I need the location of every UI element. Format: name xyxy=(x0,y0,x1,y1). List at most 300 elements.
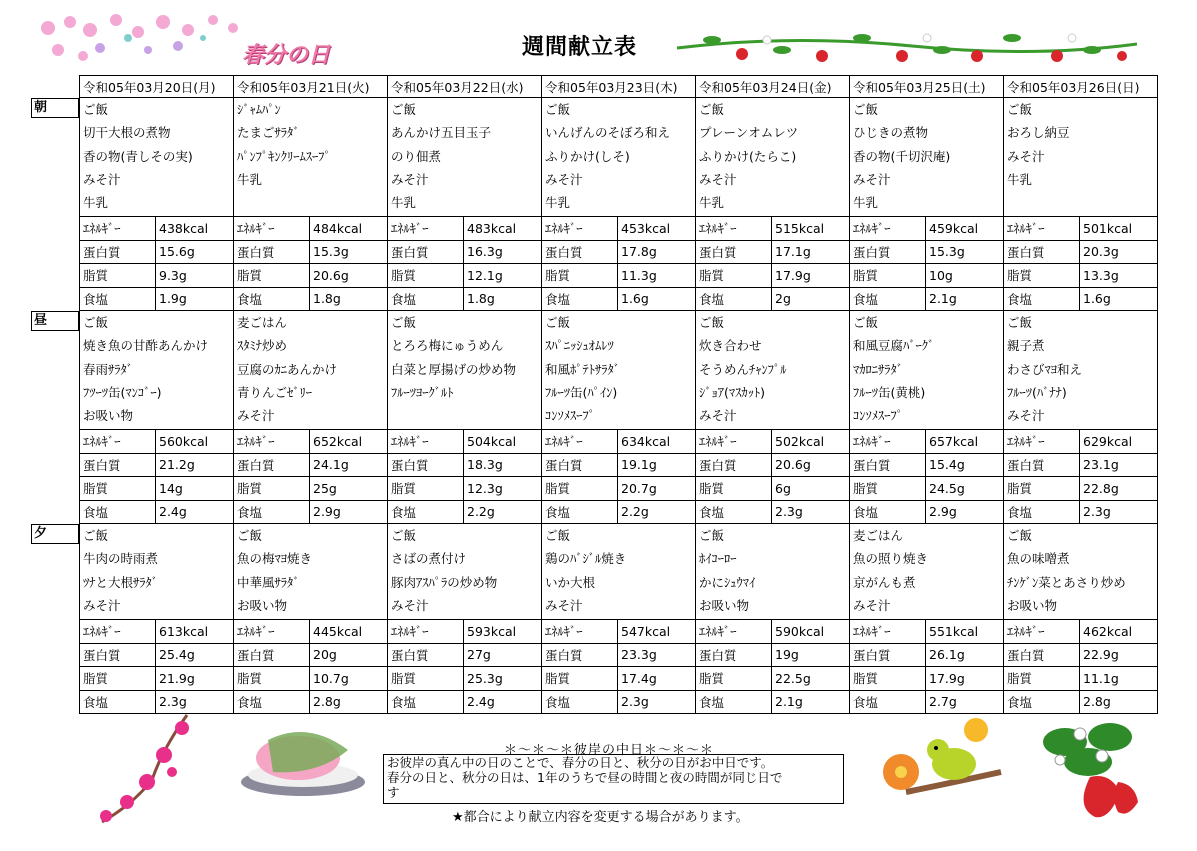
notice-box xyxy=(383,754,844,804)
menu-item: お吸い物 xyxy=(699,597,750,613)
nutrient-label: 脂質 xyxy=(542,264,618,288)
nutrient-value: 459kcal xyxy=(926,217,1004,241)
menu-items-cell xyxy=(80,311,234,430)
nutrient-label: 食塩 xyxy=(696,500,772,524)
menu-item: 魚の梅ﾏﾖ焼き xyxy=(237,551,313,567)
meal-label xyxy=(28,524,80,714)
menu-items-cell xyxy=(542,311,696,430)
menu-item: みそ汁 xyxy=(853,597,891,613)
menu-item: あんかけ五目玉子 xyxy=(391,125,492,141)
menu-item: ｼﾞｮｱ(ﾏｽｶｯﾄ) xyxy=(699,384,766,400)
menu-item: ご飯 xyxy=(83,528,109,543)
menu-item: さばの煮付け xyxy=(391,551,467,567)
nutrient-value: 14g xyxy=(156,477,234,501)
strawberry-plant-icon xyxy=(1030,712,1145,822)
nutrient-value: 22.8g xyxy=(1080,477,1158,501)
nutrient-label: 食塩 xyxy=(542,690,618,714)
weekly-menu-table xyxy=(28,75,1158,714)
nutrient-value: 2.2g xyxy=(618,500,696,524)
menu-items-cell xyxy=(850,311,1004,430)
nutrient-value: 11.3g xyxy=(618,264,696,288)
menu-item: ﾎｲｺｰﾛｰ xyxy=(699,551,737,567)
nutrient-value: 25.3g xyxy=(464,667,542,691)
nutrient-label: 蛋白質 xyxy=(1004,453,1080,477)
date-header: 令和05年03月23日(木) xyxy=(542,76,696,98)
nutrient-label: 蛋白質 xyxy=(542,643,618,667)
nutrient-value: 20g xyxy=(310,643,388,667)
spring-equinox-label: 春分の日 xyxy=(242,42,331,68)
menu-item: みそ汁 xyxy=(1007,148,1045,164)
nutrient-value: 12.1g xyxy=(464,264,542,288)
nutrient-label: 蛋白質 xyxy=(542,240,618,264)
meal-label-text: 昼 xyxy=(31,311,79,331)
meal-label xyxy=(28,98,80,311)
nutrient-label: ｴﾈﾙｷﾞｰ xyxy=(850,217,926,241)
nutrient-value: 484kcal xyxy=(310,217,388,241)
nutrient-value: 20.3g xyxy=(1080,240,1158,264)
nutrient-label: 食塩 xyxy=(850,690,926,714)
menu-item: のり佃煮 xyxy=(391,148,442,164)
menu-items-cell xyxy=(388,311,542,430)
menu-item: みそ汁 xyxy=(391,597,429,613)
nutrient-label: 蛋白質 xyxy=(696,643,772,667)
nutrient-label: 蛋白質 xyxy=(80,240,156,264)
menu-item: ご飯 xyxy=(699,102,725,117)
meal-label xyxy=(28,311,80,524)
menu-item: ﾌﾙｰﾂﾖｰｸﾞﾙﾄ xyxy=(391,384,454,400)
flower-corner-icon xyxy=(28,8,248,70)
nutrient-value: 15.3g xyxy=(926,240,1004,264)
nutrient-label: 食塩 xyxy=(850,287,926,311)
menu-item: 香の物(千切沢庵) xyxy=(853,148,951,164)
nutrient-label: 蛋白質 xyxy=(388,240,464,264)
menu-items-cell xyxy=(1004,98,1158,217)
menu-item: ﾌﾙｰﾂ缶(黄桃) xyxy=(853,384,926,400)
nutrient-label: 脂質 xyxy=(1004,667,1080,691)
nutrient-label: ｴﾈﾙｷﾞｰ xyxy=(1004,620,1080,644)
menu-item: お吸い物 xyxy=(1007,597,1058,613)
menu-item: 香の物(青しその実) xyxy=(83,148,193,164)
nutrient-value: 10.7g xyxy=(310,667,388,691)
nutrient-label: ｴﾈﾙｷﾞｰ xyxy=(542,430,618,454)
nutrient-label: 蛋白質 xyxy=(234,453,310,477)
nutrient-label: 蛋白質 xyxy=(80,643,156,667)
nutrient-value: 26.1g xyxy=(926,643,1004,667)
menu-item: ご飯 xyxy=(853,315,879,330)
menu-item: ご飯 xyxy=(1007,102,1033,117)
menu-item: ご飯 xyxy=(391,528,417,543)
menu-item: ｼﾞｬﾑﾊﾟﾝ xyxy=(237,102,281,117)
menu-item: 牛乳 xyxy=(83,195,109,211)
nutrient-value: 18.3g xyxy=(464,453,542,477)
menu-item: ﾌﾙｰﾂ缶(ﾊﾟｲﾝ) xyxy=(545,384,618,400)
nutrient-label: 蛋白質 xyxy=(542,453,618,477)
nutrient-label: 脂質 xyxy=(696,477,772,501)
nutrient-value: 515kcal xyxy=(772,217,850,241)
nutrient-label: 蛋白質 xyxy=(234,643,310,667)
nutrient-value: 590kcal xyxy=(772,620,850,644)
nutrient-label: 食塩 xyxy=(80,287,156,311)
nutrient-label: 食塩 xyxy=(1004,500,1080,524)
nutrient-value: 19g xyxy=(772,643,850,667)
menu-items-cell xyxy=(1004,524,1158,620)
menu-item: ﾌﾂｰﾂ缶(ﾏﾝｺﾞｰ) xyxy=(83,384,162,400)
plum-blossom-icon xyxy=(92,710,202,830)
nutrient-label: ｴﾈﾙｷﾞｰ xyxy=(388,430,464,454)
nutrient-label: ｴﾈﾙｷﾞｰ xyxy=(234,430,310,454)
nutrient-label: 脂質 xyxy=(542,667,618,691)
nutrient-label: ｴﾈﾙｷﾞｰ xyxy=(388,620,464,644)
nutrient-label: 食塩 xyxy=(80,500,156,524)
nutrient-label: ｴﾈﾙｷﾞｰ xyxy=(850,620,926,644)
menu-item: 牛乳 xyxy=(391,195,417,211)
page-title: 週間献立表 xyxy=(522,35,638,60)
menu-items-cell xyxy=(388,98,542,217)
menu-item: ご飯 xyxy=(545,315,571,330)
menu-item: ｽﾀﾐﾅ炒め xyxy=(237,338,288,354)
menu-item: みそ汁 xyxy=(545,597,583,613)
menu-item: 切干大根の煮物 xyxy=(83,125,171,141)
nutrient-value: 17.8g xyxy=(618,240,696,264)
nutrient-value: 24.1g xyxy=(310,453,388,477)
menu-item: お吸い物 xyxy=(237,597,288,613)
menu-item: 牛乳 xyxy=(699,195,725,211)
menu-item: 牛肉の時雨煮 xyxy=(83,551,159,567)
menu-item: ご飯 xyxy=(1007,315,1033,330)
notice-line: す xyxy=(387,785,400,800)
menu-items-cell xyxy=(1004,311,1158,430)
menu-item: ご飯 xyxy=(853,102,879,117)
nutrient-value: 2.7g xyxy=(926,690,1004,714)
nutrient-label: 脂質 xyxy=(388,477,464,501)
menu-item xyxy=(391,404,541,427)
nutrient-value: 1.8g xyxy=(464,287,542,311)
nutrient-value: 502kcal xyxy=(772,430,850,454)
menu-item: ひじきの煮物 xyxy=(853,125,929,141)
nutrient-label: ｴﾈﾙｷﾞｰ xyxy=(696,620,772,644)
nutrient-value: 1.9g xyxy=(156,287,234,311)
strawberry-vine-icon xyxy=(672,26,1142,66)
nutrient-value: 2g xyxy=(772,287,850,311)
nutrient-label: 蛋白質 xyxy=(234,240,310,264)
nutrient-value: 15.3g xyxy=(310,240,388,264)
notice-line: 春分の日と、秋分の日は、1年のうちで昼の時間と夜の時間が同じ日で xyxy=(387,770,783,785)
sakura-mochi-icon xyxy=(238,720,368,800)
meal-label-text: 夕 xyxy=(31,524,79,544)
nutrient-label: 脂質 xyxy=(696,264,772,288)
nutrient-label: 食塩 xyxy=(80,690,156,714)
menu-item: ﾂﾅと大根ｻﾗﾀﾞ xyxy=(83,574,159,590)
menu-items-cell xyxy=(696,98,850,217)
nutrient-value: 22.5g xyxy=(772,667,850,691)
menu-item: みそ汁 xyxy=(853,171,891,187)
nutrient-value: 2.4g xyxy=(156,500,234,524)
menu-item: ご飯 xyxy=(545,528,571,543)
menu-item: ｽﾊﾟﾆｯｼｭｵﾑﾚﾂ xyxy=(545,338,614,354)
menu-item: ご飯 xyxy=(699,528,725,543)
nutrient-value: 2.4g xyxy=(464,690,542,714)
menu-item: ｺﾝｿﾒｽｰﾌﾟ xyxy=(853,408,904,424)
menu-item: たまごｻﾗﾀﾞ xyxy=(237,125,300,141)
nutrient-label: 脂質 xyxy=(1004,477,1080,501)
menu-item: 魚の味噌煮 xyxy=(1007,551,1070,567)
nutrient-value: 17.4g xyxy=(618,667,696,691)
menu-item: わさびﾏﾖ和え xyxy=(1007,361,1083,377)
menu-item: 麦ごはん xyxy=(237,315,288,330)
nutrient-label: 脂質 xyxy=(1004,264,1080,288)
nutrient-value: 657kcal xyxy=(926,430,1004,454)
menu-items-cell xyxy=(542,524,696,620)
nutrient-value: 17.9g xyxy=(772,264,850,288)
menu-items-cell xyxy=(388,524,542,620)
nutrient-label: 蛋白質 xyxy=(1004,240,1080,264)
meal-label-text: 朝 xyxy=(31,98,79,118)
nutrient-value: 652kcal xyxy=(310,430,388,454)
menu-items-cell xyxy=(234,524,388,620)
menu-item: 鶏のﾊﾞｼﾞﾙ焼き xyxy=(545,551,627,567)
nutrient-label: 食塩 xyxy=(850,500,926,524)
date-header: 令和05年03月20日(月) xyxy=(80,76,234,98)
nutrient-value: 11.1g xyxy=(1080,667,1158,691)
menu-item: ふりかけ(たらこ) xyxy=(699,148,797,164)
nutrient-label: 食塩 xyxy=(234,500,310,524)
nutrient-label: 脂質 xyxy=(234,667,310,691)
menu-items-cell xyxy=(234,311,388,430)
nutrient-label: ｴﾈﾙｷﾞｰ xyxy=(696,217,772,241)
nutrient-label: 蛋白質 xyxy=(80,453,156,477)
menu-item: かにｼｭｳﾏｲ xyxy=(699,574,756,590)
nutrient-label: 脂質 xyxy=(80,477,156,501)
nutrient-label: ｴﾈﾙｷﾞｰ xyxy=(234,620,310,644)
nutrient-label: 蛋白質 xyxy=(850,453,926,477)
menu-item: ﾊﾟﾝﾌﾟｷﾝｸﾘｰﾑｽｰﾌﾟ xyxy=(237,148,331,164)
nutrient-label: ｴﾈﾙｷﾞｰ xyxy=(234,217,310,241)
nutrient-label: ｴﾈﾙｷﾞｰ xyxy=(1004,217,1080,241)
nutrient-value: 17.1g xyxy=(772,240,850,264)
nutrient-value: 547kcal xyxy=(618,620,696,644)
nutrient-label: 脂質 xyxy=(234,264,310,288)
menu-items-cell xyxy=(850,98,1004,217)
menu-item: 豚肉ｱｽﾊﾟﾗの炒め物 xyxy=(391,574,498,590)
menu-item: お吸い物 xyxy=(83,408,134,424)
menu-items-cell xyxy=(80,98,234,217)
nutrient-value: 15.6g xyxy=(156,240,234,264)
nutrient-value: 2.9g xyxy=(926,500,1004,524)
nutrient-label: ｴﾈﾙｷﾞｰ xyxy=(80,217,156,241)
nutrient-value: 20.7g xyxy=(618,477,696,501)
nutrient-label: 蛋白質 xyxy=(696,240,772,264)
menu-item: いんげんのそぼろ和え xyxy=(545,125,671,141)
nutrient-label: 食塩 xyxy=(388,287,464,311)
menu-item: おろし納豆 xyxy=(1007,125,1070,141)
nutrient-label: 蛋白質 xyxy=(388,643,464,667)
nutrient-label: 蛋白質 xyxy=(1004,643,1080,667)
nutrient-label: 食塩 xyxy=(696,287,772,311)
nutrient-value: 551kcal xyxy=(926,620,1004,644)
nutrient-value: 9.3g xyxy=(156,264,234,288)
nutrient-label: 食塩 xyxy=(1004,690,1080,714)
nutrient-label: 脂質 xyxy=(234,477,310,501)
nutrient-value: 22.9g xyxy=(1080,643,1158,667)
nutrient-label: ｴﾈﾙｷﾞｰ xyxy=(80,620,156,644)
menu-items-cell xyxy=(696,524,850,620)
menu-item: 牛乳 xyxy=(545,195,571,211)
menu-item: ふりかけ(しそ) xyxy=(545,148,630,164)
nutrient-value: 25g xyxy=(310,477,388,501)
menu-item: ご飯 xyxy=(391,102,417,117)
nutrient-value: 20.6g xyxy=(772,453,850,477)
nutrient-label: ｴﾈﾙｷﾞｰ xyxy=(542,620,618,644)
nutrient-label: 食塩 xyxy=(388,690,464,714)
nutrient-value: 2.3g xyxy=(772,500,850,524)
nutrient-label: 脂質 xyxy=(80,264,156,288)
nutrient-label: 脂質 xyxy=(80,667,156,691)
menu-item: みそ汁 xyxy=(83,597,121,613)
nutrient-value: 2.3g xyxy=(156,690,234,714)
nutrient-value: 2.9g xyxy=(310,500,388,524)
nutrient-value: 23.3g xyxy=(618,643,696,667)
nutrient-label: 食塩 xyxy=(1004,287,1080,311)
nutrient-value: 2.3g xyxy=(618,690,696,714)
nutrient-value: 1.6g xyxy=(618,287,696,311)
date-header: 令和05年03月24日(金) xyxy=(696,76,850,98)
menu-items-cell xyxy=(696,311,850,430)
nutrient-value: 445kcal xyxy=(310,620,388,644)
nutrient-value: 2.8g xyxy=(310,690,388,714)
notice-line: お彼岸の真ん中の日のことで、春分の日と、秋分の日がお中日です。 xyxy=(387,755,774,770)
nutrient-value: 17.9g xyxy=(926,667,1004,691)
menu-item: 焼き魚の甘酢あんかけ xyxy=(83,338,209,354)
menu-item xyxy=(237,191,387,214)
corner-cell xyxy=(28,76,80,98)
nutrient-label: 脂質 xyxy=(388,667,464,691)
nutrient-value: 13.3g xyxy=(1080,264,1158,288)
nutrient-value: 2.2g xyxy=(464,500,542,524)
menu-item: ご飯 xyxy=(237,528,263,543)
nutrient-label: ｴﾈﾙｷﾞｰ xyxy=(80,430,156,454)
nutrient-label: 脂質 xyxy=(850,264,926,288)
nutrient-value: 20.6g xyxy=(310,264,388,288)
bird-branch-icon xyxy=(876,712,1006,802)
nutrient-value: 1.6g xyxy=(1080,287,1158,311)
nutrient-value: 12.3g xyxy=(464,477,542,501)
menu-item xyxy=(1007,191,1157,214)
nutrient-value: 453kcal xyxy=(618,217,696,241)
nutrient-label: 脂質 xyxy=(850,477,926,501)
nutrient-label: 蛋白質 xyxy=(850,240,926,264)
nutrient-value: 629kcal xyxy=(1080,430,1158,454)
nutrient-value: 2.1g xyxy=(926,287,1004,311)
menu-item: みそ汁 xyxy=(83,171,121,187)
nutrient-value: 501kcal xyxy=(1080,217,1158,241)
nutrient-value: 25.4g xyxy=(156,643,234,667)
menu-item: みそ汁 xyxy=(237,408,275,424)
menu-item: みそ汁 xyxy=(699,408,737,424)
nutrient-label: 蛋白質 xyxy=(696,453,772,477)
menu-item: ﾏｶﾛﾆｻﾗﾀﾞ xyxy=(853,361,904,377)
nutrient-value: 438kcal xyxy=(156,217,234,241)
menu-item: みそ汁 xyxy=(1007,408,1045,424)
nutrient-value: 6g xyxy=(772,477,850,501)
nutrient-label: 蛋白質 xyxy=(388,453,464,477)
date-header: 令和05年03月22日(水) xyxy=(388,76,542,98)
menu-item: みそ汁 xyxy=(545,171,583,187)
menu-item: ご飯 xyxy=(545,102,571,117)
nutrient-label: 脂質 xyxy=(388,264,464,288)
menu-item: いか大根 xyxy=(545,574,596,590)
nutrient-label: 脂質 xyxy=(696,667,772,691)
notice-footer: ★都合により献立内容を変更する場合があります。 xyxy=(452,810,749,825)
menu-item: 牛乳 xyxy=(237,171,263,187)
nutrient-value: 1.8g xyxy=(310,287,388,311)
nutrient-label: ｴﾈﾙｷﾞｰ xyxy=(850,430,926,454)
nutrient-value: 2.3g xyxy=(1080,500,1158,524)
menu-item: 中華風ｻﾗﾀﾞ xyxy=(237,574,300,590)
menu-item: ご飯 xyxy=(83,102,109,117)
nutrient-label: 食塩 xyxy=(388,500,464,524)
nutrient-value: 15.4g xyxy=(926,453,1004,477)
nutrient-value: 24.5g xyxy=(926,477,1004,501)
nutrient-label: ｴﾈﾙｷﾞｰ xyxy=(696,430,772,454)
menu-item: 京がんも煮 xyxy=(853,574,916,590)
menu-item: ﾁﾝｹﾞﾝ菜とあさり炒め xyxy=(1007,574,1126,590)
nutrient-value: 19.1g xyxy=(618,453,696,477)
nutrient-label: 食塩 xyxy=(542,500,618,524)
nutrient-value: 634kcal xyxy=(618,430,696,454)
menu-items-cell xyxy=(850,524,1004,620)
menu-item: 和風豆腐ﾊﾞｰｸﾞ xyxy=(853,338,935,354)
nutrient-label: 脂質 xyxy=(542,477,618,501)
menu-item: 豆腐のｶﾆあんかけ xyxy=(237,361,338,377)
nutrient-value: 23.1g xyxy=(1080,453,1158,477)
menu-item: ｺﾝｿﾒｽｰﾌﾟ xyxy=(545,408,596,424)
menu-item: ご飯 xyxy=(391,315,417,330)
menu-item: プレーンオムレツ xyxy=(699,125,799,141)
menu-items-cell xyxy=(542,98,696,217)
nutrient-label: ｴﾈﾙｷﾞｰ xyxy=(542,217,618,241)
menu-item: そうめんﾁｬﾝﾌﾟﾙ xyxy=(699,361,787,377)
nutrient-label: 食塩 xyxy=(542,287,618,311)
nutrient-label: 食塩 xyxy=(234,690,310,714)
menu-item: 魚の照り焼き xyxy=(853,551,929,567)
nutrient-label: ｴﾈﾙｷﾞｰ xyxy=(1004,430,1080,454)
menu-item: ﾌﾙｰﾂ(ﾊﾞﾅﾅ) xyxy=(1007,384,1067,400)
nutrient-label: 食塩 xyxy=(696,690,772,714)
nutrient-value: 462kcal xyxy=(1080,620,1158,644)
nutrient-label: 蛋白質 xyxy=(850,643,926,667)
nutrient-value: 16.3g xyxy=(464,240,542,264)
menu-item: 麦ごはん xyxy=(853,528,904,543)
menu-item: みそ汁 xyxy=(391,171,429,187)
nutrient-value: 27g xyxy=(464,643,542,667)
menu-item: 白菜と厚揚げの炒め物 xyxy=(391,361,517,377)
menu-item: 青りんごｾﾞﾘｰ xyxy=(237,384,313,400)
nutrient-label: 食塩 xyxy=(234,287,310,311)
menu-items-cell xyxy=(80,524,234,620)
menu-items-cell xyxy=(234,98,388,217)
nutrient-value: 560kcal xyxy=(156,430,234,454)
menu-item: とろろ梅にゅうめん xyxy=(391,338,504,354)
date-header: 令和05年03月21日(火) xyxy=(234,76,388,98)
nutrient-value: 21.2g xyxy=(156,453,234,477)
date-header: 令和05年03月25日(土) xyxy=(850,76,1004,98)
menu-item: みそ汁 xyxy=(699,171,737,187)
nutrient-value: 2.1g xyxy=(772,690,850,714)
date-header: 令和05年03月26日(日) xyxy=(1004,76,1158,98)
menu-item: 和風ﾎﾟﾃﾄｻﾗﾀﾞ xyxy=(545,361,621,377)
menu-item: 春雨ｻﾗﾀﾞ xyxy=(83,361,134,377)
menu-item: 親子煮 xyxy=(1007,338,1045,354)
